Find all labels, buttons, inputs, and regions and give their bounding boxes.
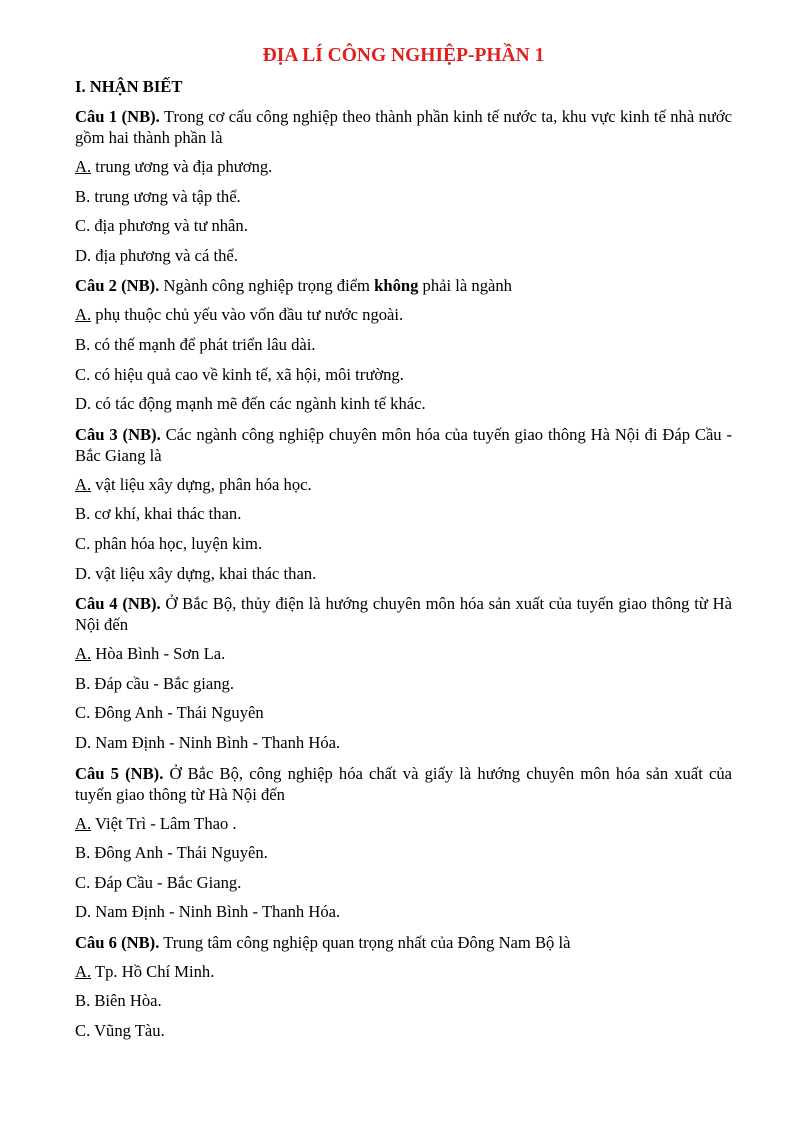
question-label: Câu 1 (NB).: [75, 107, 160, 126]
option-letter: D.: [75, 394, 92, 414]
option-letter: D.: [75, 245, 92, 265]
option-letter: B.: [75, 673, 91, 693]
answer-option: [75, 360, 732, 390]
option-letter: C.: [75, 703, 91, 723]
answer-option: [75, 1016, 732, 1046]
question-block: [75, 270, 732, 418]
option-text: có thế mạnh để phát triển lâu dài.: [90, 334, 316, 354]
option-letter: D.: [75, 563, 92, 583]
option-letter-correct: A.: [75, 305, 92, 325]
answer-option: [75, 529, 732, 559]
question-text: [75, 758, 732, 809]
option-letter-correct: A.: [75, 157, 92, 176]
answer-option: [75, 639, 732, 669]
answer-option: [75, 182, 732, 212]
option-letter: D.: [75, 732, 92, 752]
option-text: trung ương và tập thể.: [90, 186, 241, 206]
question-body-end: phải là ngành: [418, 276, 512, 296]
question-label: Câu 4 (NB).: [75, 594, 161, 614]
option-letter: B.: [75, 991, 91, 1011]
option-text: Đáp cầu - Bắc giang.: [90, 673, 234, 693]
question-block: [75, 101, 732, 270]
question-text: [75, 101, 732, 152]
question-text: [75, 588, 732, 639]
option-text: địa phương và cá thể.: [91, 245, 238, 265]
option-text: vật liệu xây dựng, khai thác than.: [91, 563, 317, 583]
question-block: [75, 758, 732, 927]
option-letter-correct: A.: [75, 813, 92, 833]
question-label: Câu 2 (NB).: [75, 276, 160, 296]
answer-option: [75, 499, 732, 529]
question-block: [75, 927, 732, 1046]
option-text: Đáp Cầu - Bắc Giang.: [90, 872, 242, 892]
question-label: Câu 5 (NB).: [75, 763, 164, 783]
option-text: Biên Hòa.: [90, 991, 162, 1011]
option-text: Nam Định - Ninh Bình - Thanh Hóa.: [91, 902, 341, 922]
question-body: Ngành công nghiệp trọng điểm: [159, 276, 375, 296]
answer-option: [75, 957, 732, 987]
answer-option: [75, 300, 732, 330]
option-letter: B.: [75, 186, 91, 206]
answer-option: [75, 470, 732, 500]
answer-option: [75, 897, 732, 927]
option-letter-correct: A.: [75, 474, 92, 494]
option-letter: C.: [75, 533, 91, 553]
option-text: Việt Trì - Lâm Thao .: [91, 813, 237, 833]
document-page: [75, 44, 732, 1046]
answer-option: [75, 669, 732, 699]
option-letter-correct: A.: [75, 961, 92, 981]
answer-option: [75, 698, 732, 728]
option-text: có tác động mạnh mẽ đến các ngành kinh tế khác.: [91, 394, 426, 414]
option-letter: C.: [75, 364, 91, 384]
option-letter: C.: [75, 1021, 91, 1041]
option-text: Đông Anh - Thái Nguyên: [90, 703, 264, 723]
answer-option: [75, 330, 732, 360]
answer-option: [75, 241, 732, 271]
question-text: [75, 419, 732, 470]
answer-option: [75, 559, 732, 589]
answer-option: [75, 211, 732, 241]
option-text: trung ương và địa phương.: [91, 157, 273, 176]
question-body: Trung tâm công nghiệp quan trọng nhất của Đông Nam Bộ là: [159, 932, 571, 952]
option-text: phân hóa học, luyện kim.: [90, 533, 263, 553]
answer-option: [75, 868, 732, 898]
option-letter: D.: [75, 902, 92, 922]
answer-option: [75, 838, 732, 868]
question-body: Các ngành công nghiệp chuyên môn hóa của tuyến giao thông Hà Nội đi Đáp Cầu - Bắc Giang là: [75, 424, 732, 465]
option-text: Hòa Bình - Sơn La.: [91, 644, 226, 664]
option-text: Vũng Tàu.: [90, 1021, 165, 1041]
question-label: Câu 6 (NB).: [75, 932, 160, 952]
option-letter: C.: [75, 872, 91, 892]
answer-option: [75, 389, 732, 419]
option-text: phụ thuộc chủ yếu vào vốn đầu tư nước ngoài.: [91, 305, 404, 325]
answer-option: [75, 152, 732, 182]
question-label: Câu 3 (NB).: [75, 424, 161, 444]
option-text: cơ khí, khai thác than.: [90, 504, 242, 524]
question-block: [75, 419, 732, 588]
option-text: Nam Định - Ninh Bình - Thanh Hóa.: [91, 732, 341, 752]
question-body: Ở Bắc Bộ, thủy điện là hướng chuyên môn hóa sản xuất của tuyến giao thông từ Hà Nội đến: [75, 594, 732, 635]
section-heading: I. NHẬN BIẾT: [75, 77, 183, 96]
question-text: [75, 927, 732, 957]
option-text: có hiệu quả cao về kinh tế, xã hội, môi trường.: [90, 364, 404, 384]
question-body: Ở Bắc Bộ, công nghiệp hóa chất và giấy là hướng chuyên môn hóa sản xuất của tuyến giao thông từ Hà Nội đến: [75, 763, 732, 804]
option-letter: B.: [75, 504, 91, 524]
answer-option: [75, 728, 732, 758]
option-letter: B.: [75, 334, 91, 354]
option-letter-correct: A.: [75, 644, 92, 664]
option-letter: B.: [75, 843, 91, 863]
option-text: vật liệu xây dựng, phân hóa học.: [91, 474, 312, 494]
option-text: Đông Anh - Thái Nguyên.: [90, 843, 268, 863]
question-block: [75, 588, 732, 757]
option-letter: C.: [75, 216, 91, 236]
question-text: [75, 270, 732, 300]
question-body: Trong cơ cấu công nghiệp theo thành phần kinh tế nước ta, khu vực kinh tế nhà nước gồm hai thành phần là: [75, 107, 732, 147]
answer-option: [75, 986, 732, 1016]
answer-option: [75, 809, 732, 839]
option-text: Tp. Hồ Chí Minh.: [91, 961, 215, 981]
page-title: ĐỊA LÍ CÔNG NGHIỆP-PHẦN 1: [262, 45, 545, 66]
question-emphasis: không: [374, 276, 419, 296]
option-text: địa phương và tư nhân.: [90, 216, 248, 236]
